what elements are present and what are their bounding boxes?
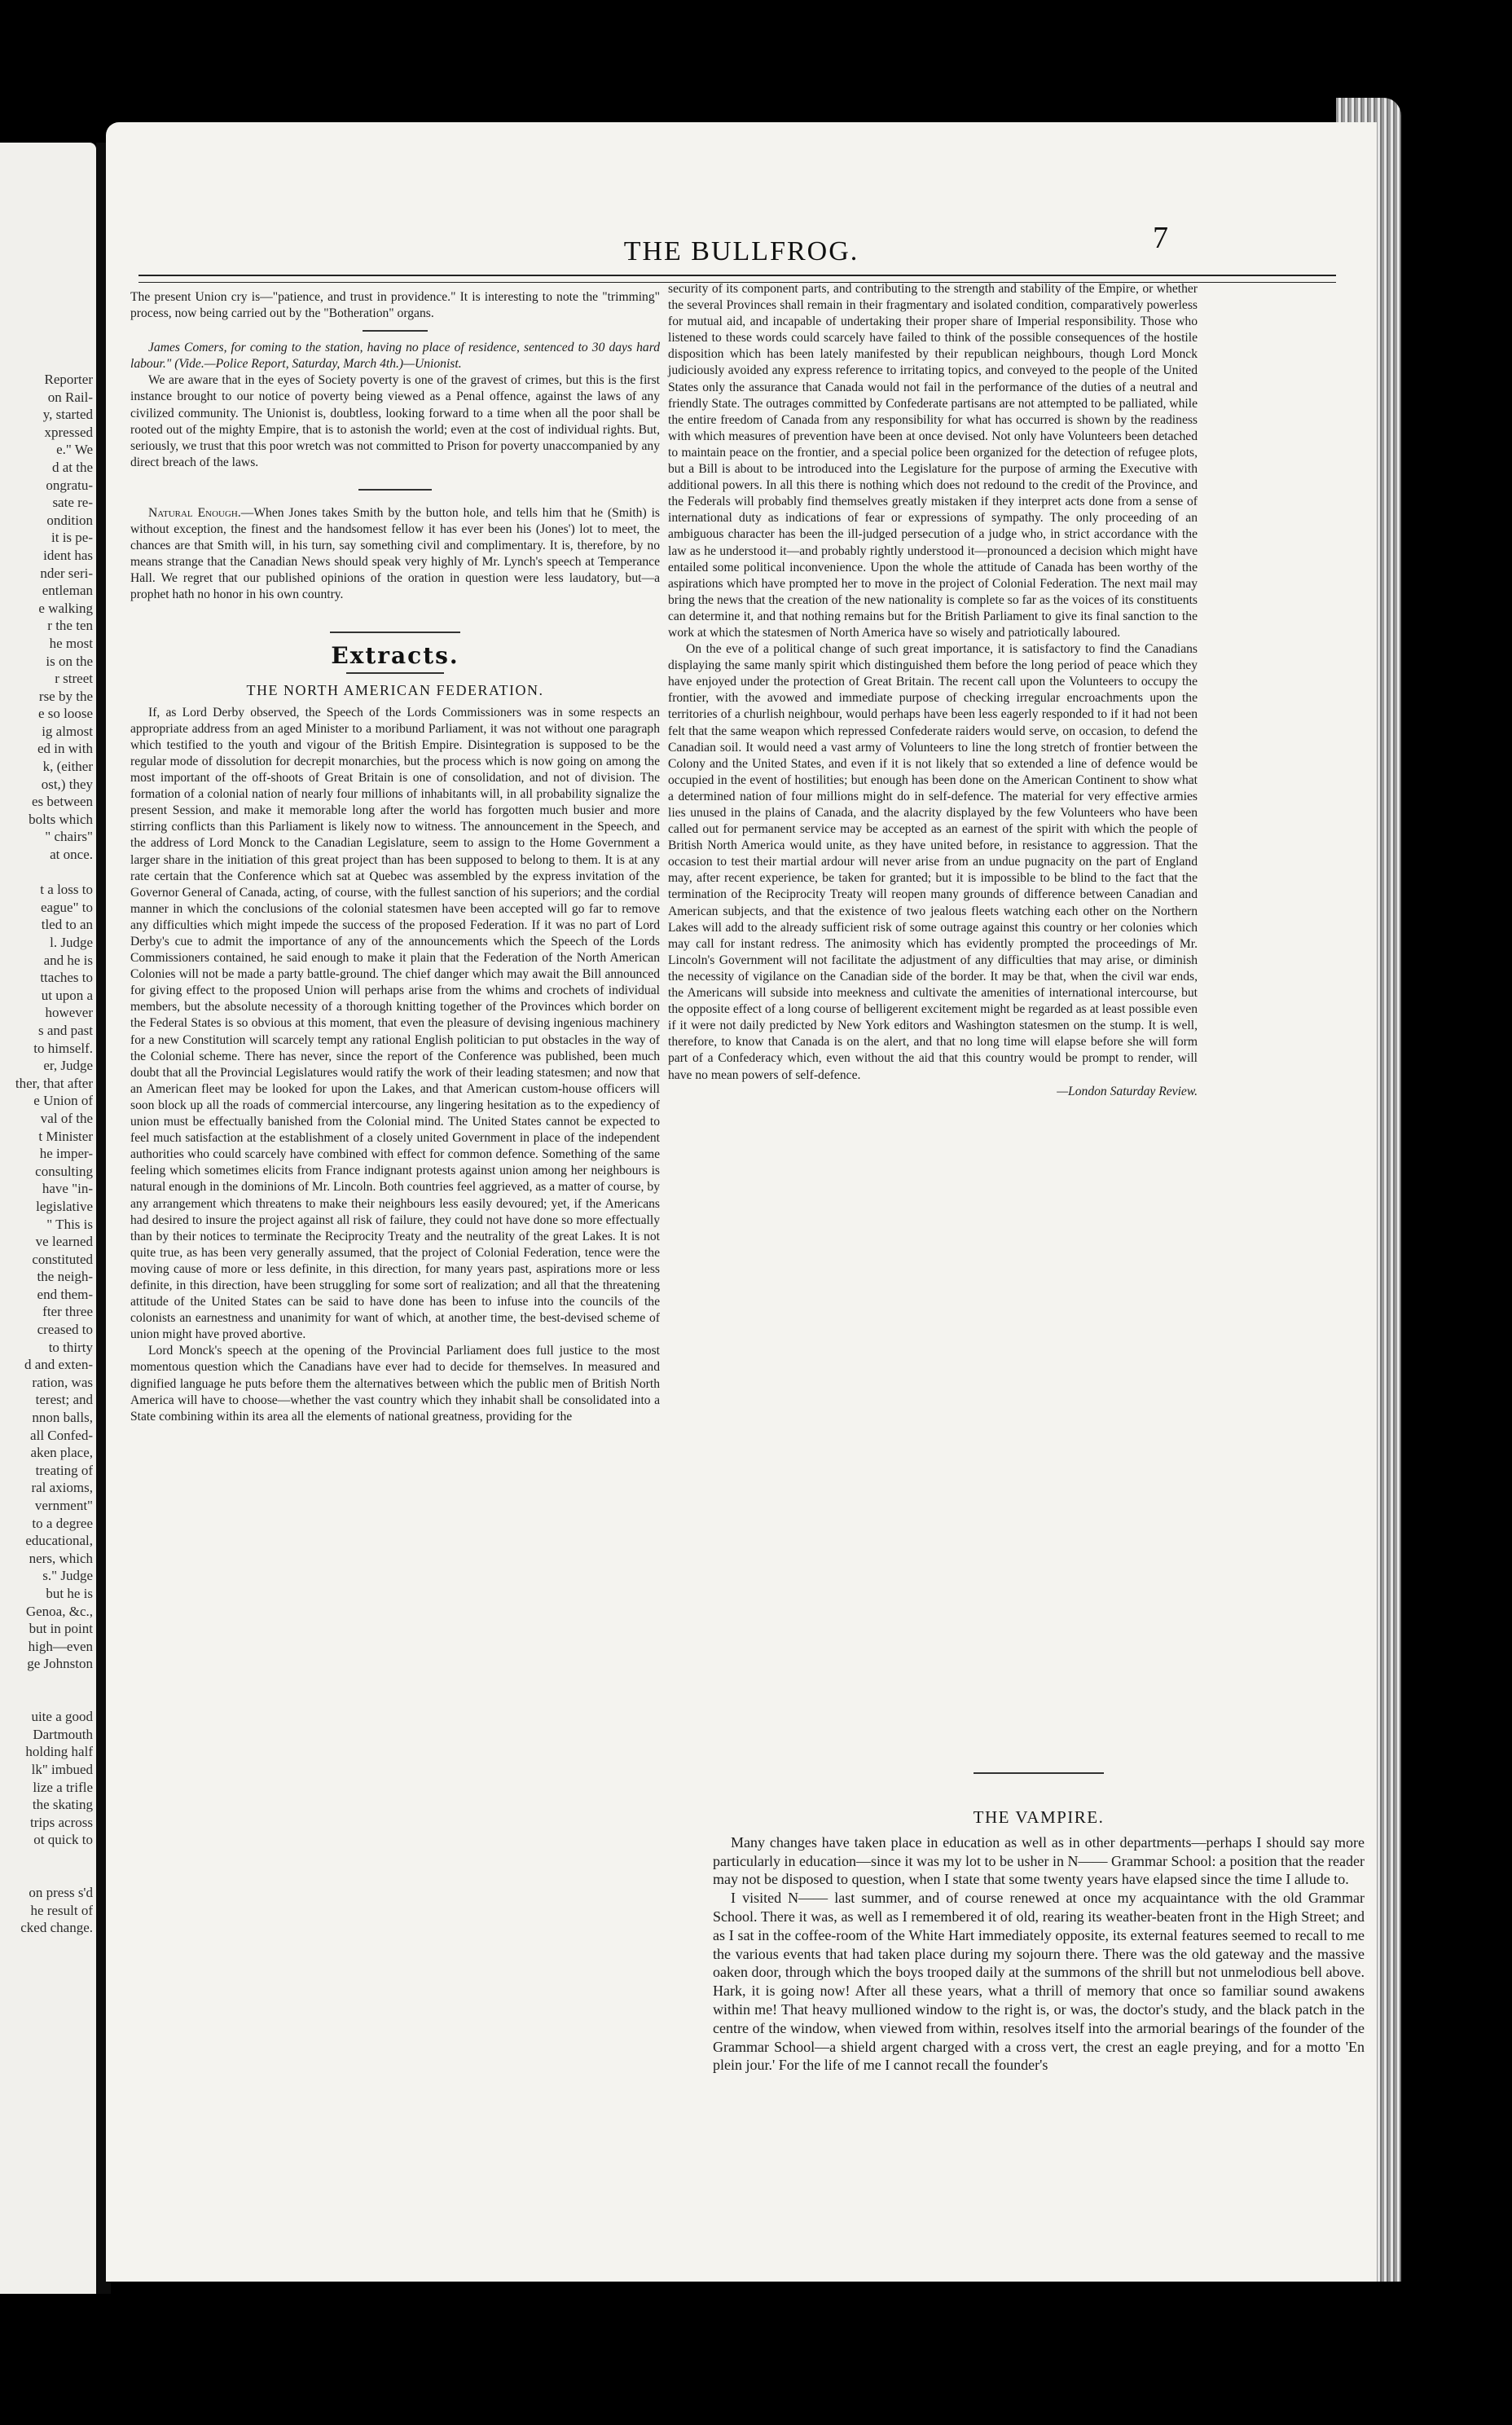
facing-page-line: cked change.: [20, 1920, 93, 1936]
facing-page-line: have "in-: [42, 1181, 93, 1197]
facing-page-line: holding half: [25, 1744, 93, 1760]
facing-page-line: bolts which: [29, 811, 93, 827]
facing-page-line: d at the: [51, 459, 93, 475]
facing-page-line: nder seri-: [40, 565, 93, 581]
natural-enough-label: Natural Enough.: [148, 505, 241, 520]
facing-page-line: ther, that after: [15, 1075, 93, 1091]
facing-page-line: terest; and: [35, 1392, 93, 1408]
facing-page-line: val of the: [40, 1110, 93, 1126]
facing-page-line: legislative: [36, 1198, 93, 1214]
facing-page-line: [2, 1849, 93, 1867]
facing-page-line: eague" to: [40, 899, 93, 915]
facing-page-line: sate re-: [52, 495, 93, 511]
federation-continued-paragraph: security of its component parts, and contributing to the strength and stability of the Empire, or whether the several Provinces shall remain in their fragmentary and isolated condition, comparatively powerless for mutual aid, and incapable of undertaking their proper share of Imperial responsibility. Those who listened to these words could scarcely have failed to think of the possible consequences of the hostile disposition which has been lately manifested by their republican neighbours, though Lord Monck judiciously avoided any express reference to irritating topics, and conveyed to the people of the United States only the assurance that Canada would not fail in the performance of the duties of a neutral and friendly State. The outrages committed by Confederate partisans are not attempted to be palliated, while the entire freedom of Canada from any responsibility for what has occurred is shown by the readiness with which measures of prevention have been at once devised. Not only have Volunteers been detached to maintain peace on the frontier, and a special police been organized for the detection of refugee plots, but a Bill is about to be introduced into the Legislature for the purpose of arming the Executive with additional powers. In all this there is nothing which does not redound to the credit of the Province, and the Federals will probably find themselves greatly mistaken if they interpret acts done from a sense of international duty as indications of fear or expressions of sympathy. The only proceeding of an ambiguous character has been the ill-judged persecution of a judge who, in strict accordance with the law as he understood it—and probably rightly understood it—pronounced a decision which might have entailed some political inconvenience. Upon the whole the attitude of Canada has been worthy of the aspirations which have prompted her to move in the project of Colonial Federation. The next mail may bring the news that the creation of the new nationality is complete so far as the voices of its constituents can determine it, and that nothing remains but for the British Parliament to give its final sanction to the work at which the statesmen of North America have so wisely and patriotically laboured.: [668, 282, 1198, 640]
facing-page-line: fter three: [42, 1304, 93, 1320]
separator: [363, 330, 428, 332]
facing-page-line: lize a trifle: [33, 1779, 93, 1795]
facing-page-line: uite a good: [31, 1709, 93, 1725]
facing-page-line: creased to: [37, 1322, 93, 1338]
facing-page-line: on Rail-: [47, 389, 93, 405]
facing-page-line: the neigh-: [37, 1269, 93, 1285]
facing-page-line: he most: [49, 635, 93, 651]
facing-page-line: ondition: [46, 512, 93, 528]
facing-page-line: educational,: [25, 1533, 93, 1549]
federation-paragraph-1: If, as Lord Derby observed, the Speech of the Lords Commissioners was in some respects an appropriate address from an aged Minister to a moribund Parliament, it was not without one paragraph which testified to the youth and vigour of the British Empire. Disintegration is supposed to be the regular mode of dissolution for decrepit monarchies, but the process which is now going on among the most important of the off-shoots of Great Britain is one of consolidation, and not of division. The formation of a colonial nation of nearly four millions of inhabitants will, in all probability signalize the present Session, and make it memorable long after the world has forgotten much busier and more stirring conflicts than this Parliament is likely now to witness. The announcement in the Speech, and the address of Lord Monck to the Canadian Legislature, seem to assign to the Home Government a larger share in the initiation of this great project than has been supposed to belong to them. It is at any rate certain that the Conference which sat at Quebec was assembled by the express invitation of the Governor General of Canada, acting, of course, with the fullest sanction of his superiors; and the cordial manner in which the conclusions of the colonial statesmen have been accepted will go far to remove any difficulties which might impede the success of the proposed Federation. If it was no part of Lord Derby's cue to admit the importance of any of the announcements which the Speech of the Lords Commissioners contained, he said enough to make it plain that the Federation of the North American Colonies will not be made a party battle-ground. The chief danger which may await the Bill announced for giving effect to the proposed Union will perhaps arise from the whims and crochets of individual members, but the absolute necessity of a thorough knitting together of the Provinces which border on the Federal States is so obvious at this moment, that even the pleasure of devising ingenious machinery for a new Constitution will scarcely tempt any rational English politician to put obstacles in the way of the Colonial scheme. There has never, since the report of the Conference was published, been much doubt that all the Provincial Legislatures would ratify the work of their leading statesmen; and now that an American fleet may be looked for upon the Lakes, and that American custom-house officers will soon block up all the roads of commercial intercourse, any lingering hesitation as to the expediency of union must be effectually banished from the Colonial mind. The United States cannot be expected to feel much satisfaction at the establishment of a closely united Government in place of the independent authorities who could scarcely have combined with effect for common defence. Something of the same feeling which sometimes elicits from France indignant protests against union among her neighbours is natural enough in the dominions of Mr. Lincoln. Both countries feel aggrieved, as a matter of course, by any arrangement which threatens to make their neighbours less easily devoured; yet, if the Americans had desired to insure the project against all risk of failure, they could not have done so more effectually than by their notices to terminate the Reciprocity Treaty and the neutrality of the great Lakes. It is not quite true, as has been very generally assumed, that the project of Colonial Federation, tence were the moving cause of more or less definite, in this direction, for many years past, aspirations more or less definite, in this direction, have been struggling for some sort of realization; and all that the threatening attitude of the United States can be said to have done has been to infuse into the councils of the colonists an earnestness and unanimity for want of which, at another time, the best-devised scheme of union might have proved abortive.: [130, 705, 660, 1342]
facing-page-line: y, started: [42, 407, 93, 423]
facing-page-line: d and exten-: [24, 1357, 93, 1373]
separator: [974, 1772, 1104, 1774]
facing-page-line: but in point: [29, 1621, 93, 1637]
facing-page-line: he result of: [30, 1902, 93, 1918]
facing-page-line: Genoa, &c.,: [25, 1603, 93, 1619]
facing-page-line: on press s'd: [29, 1885, 93, 1901]
facing-page-line: k, (either: [42, 759, 93, 775]
column-left: [130, 289, 660, 1425]
column-right: [668, 281, 1198, 1100]
facing-page-line: [2, 1673, 93, 1691]
facing-page-line: ve learned: [35, 1234, 93, 1250]
vampire-paragraph-1: Many changes have taken place in education as well as in other departments—perhaps I should say more particularly in education—since it was my lot to be usher in N—— Grammar School: a position that the reader may not be disposed to question, when I state that some twenty years have elapsed since the time I allude to.: [713, 1833, 1365, 1888]
facing-page-line: aken place,: [30, 1445, 93, 1461]
facing-page-line: trips across: [30, 1814, 93, 1830]
facing-page-line: at once.: [50, 847, 93, 863]
facing-page-line: [2, 1866, 93, 1884]
facing-page-line: ig almost: [42, 723, 93, 739]
facing-page-line: Dartmouth: [33, 1726, 93, 1742]
facing-page-line: it is pe-: [51, 530, 93, 546]
facing-page-line: ttaches to: [40, 970, 93, 986]
facing-page-line: entleman: [42, 583, 93, 599]
federation-paragraph-2: Lord Monck's speech at the opening of the Provincial Parliament does full justice to the most momentous question which the Canadians have ever had to decide for themselves. In measured and dignified language he puts before them the alternatives between which the public men of British North America will have to choose—whether the vast country which they inhabit shall be consolidated into a State combining within its area all the elements of national greatness, providing for the: [130, 1344, 660, 1424]
federation-title: THE NORTH AMERICAN FEDERATION.: [246, 681, 544, 698]
vampire-title: THE VAMPIRE.: [973, 1807, 1105, 1827]
article-source: —London Saturday Review.: [1057, 1084, 1198, 1098]
facing-page-line: to thirty: [48, 1339, 93, 1355]
facing-page-line: lk" imbued: [31, 1761, 93, 1777]
masthead-title: THE BULLFROG.: [623, 236, 859, 266]
facing-page-line: s and past: [37, 1022, 93, 1038]
facing-page-line: ners, which: [29, 1550, 93, 1566]
facing-page-line: high—even: [28, 1638, 93, 1654]
facing-page-line: however: [45, 1005, 93, 1021]
facing-page-line: ral axioms,: [31, 1480, 93, 1496]
facing-page-line: e Union of: [33, 1093, 93, 1109]
facing-page-line: vernment": [34, 1498, 93, 1513]
facing-page-line: consulting: [35, 1163, 93, 1179]
facing-page-line: but he is: [46, 1585, 93, 1601]
facing-page: [0, 143, 96, 2294]
facing-page-line: t Minister: [38, 1128, 93, 1144]
facing-page-line: and he is: [43, 952, 93, 968]
page-number: 7: [1153, 221, 1168, 255]
intro-paragraph: The present Union cry is—"patience, and trust in providence." It is interesting to note the "trimming" process, now being carried out by the "Botheration" organs.: [130, 290, 660, 321]
facing-page-line: rse by the: [38, 688, 93, 704]
facing-page-line: s." Judge: [42, 1568, 93, 1584]
police-report-quote: James Comers, for coming to the station, having no place of residence, sentenced to 30 days hard labour." (Vide.—Police Report, Saturday, March 4th.)—Unionist.: [130, 341, 660, 372]
separator: [346, 672, 444, 674]
facing-page-line: constituted: [32, 1251, 93, 1267]
facing-page-line: ost,) they: [41, 776, 93, 792]
facing-page-line: ongratu-: [46, 477, 93, 493]
separator: [358, 489, 432, 491]
facing-page-line: ot quick to: [33, 1832, 93, 1848]
facing-page-line: is on the: [46, 653, 93, 669]
facing-page-line: the skating: [32, 1797, 93, 1813]
facing-page-line: " chairs": [45, 829, 93, 845]
facing-page-line: es between: [31, 794, 93, 810]
facing-page-line: e." We: [56, 442, 93, 458]
facing-page-line: he imper-: [39, 1146, 93, 1162]
facing-page-text: [2, 371, 93, 1937]
facing-page-line: tled to an: [41, 917, 93, 933]
facing-page-line: r the ten: [47, 618, 93, 634]
federation-closing-paragraph: On the eve of a political change of such great importance, it is satisfactory to find the Canadians displaying the same manly spirit which distinguished them before the long period of peace which they have enjoyed under the protection of Great Britain. The recent call upon the Volunteers to occupy the frontier, with the avowed and immediate purpose of checking irregular encroachments upon the territories of a churlish neighbour, would perhaps have been less eagerly responded to if it had not been felt that the same weapon which repressed Confederate raiders would serve, on occasion, to defend the Canadian soil. It would need a vast army of Volunteers to line the long stretch of frontier between the Colony and the United States, and even if it is not likely that so extended a line of defence would be occupied in the event of hostilities; but enough has been done on the American Continent to show what a determined nation of four millions might do in self-defence. The material for very effective armies lies unused in the plains of Canada, and the alacrity displayed by the few Volunteers who have been called out for permanent service may be accepted as an earnest of the spirit with which the people of British North America would unite, as they have united before, in resistance to aggression. That the occasion to test their martial ardour will never arise from an undue pugnacity on the part of England may, after recent experience, be taken for granted; but it is impossible to be blind to the fact that the termination of the Reciprocity Treaty will reopen many grounds of difference between Canadian and American subjects, and that the existence of two jealous fleets watching each other on the Northern Lakes will add to the already sufficient risk of some outrage against this country or her colonies which may call for instant redress. The animosity which has evidently prompted the proceedings of Mr. Lincoln's Government will not facilitate the adjustment of any difficulties that may arise, or diminish the necessity of vigilance on the Canadian side of the border. It may be that, when the civil war ends, the Americans will subside into meekness and cultivate the amenities of international intercourse, but the opposite effect of a long course of belligerent excitement might be regarded as at least possible even if it were not daily predicted by New York editors and Washington statesmen on the stump. It is well, therefore, to know that Canada is on the alert, and that no long time will elapse before she will form part of a Confederacy which, even without the aid that this country would be prompt to render, will have no mean powers of self-defence.: [668, 642, 1198, 1082]
facing-page-line: [2, 1691, 93, 1709]
natural-enough-paragraph: [130, 505, 660, 604]
facing-page-line: r street: [55, 671, 93, 687]
facing-page-line: ident has: [43, 547, 93, 563]
facing-page-line: Reporter: [44, 372, 93, 387]
facing-page-line: t a loss to: [40, 882, 93, 898]
extracts-heading: Extracts.: [331, 641, 459, 669]
facing-page-line: er, Judge: [43, 1058, 93, 1074]
column-vampire: [713, 1772, 1365, 2075]
vampire-paragraph-2: I visited N—— last summer, and of course renewed at once my acquaintance with the old Grammar School. There it was, as well as I remembered it of old, rearing its weather-beaten front in the High Street; and as I sat in the coffee-room of the White Hart immediately opposite, its external features seemed to recall to me the various events that had taken place during my sojourn there. There was the old gateway and the massive oaken door, through which the boys trooped daily at the summons of the shrill but not unmelodious bell above. Hark, it is going now! After all these years, what a thrill of memory that once so familiar sound awakens within me! That heavy mullioned window to the right is, or was, the doctor's study, and the black patch in the centre of the window, when viewed from within, resolves itself into the armorial bearings of the founder of the Grammar School—a shield argent charged with a cross vert, the crest an eagle preying, and for a motto 'En plein jour.' For the life of me I cannot recall the founder's: [713, 1890, 1365, 2074]
newspaper-page: [106, 122, 1377, 2282]
facing-page-line: treating of: [35, 1462, 93, 1478]
facing-page-line: ration, was: [32, 1374, 93, 1390]
separator: [330, 632, 460, 633]
facing-page-line: ut upon a: [41, 987, 93, 1003]
facing-page-line: l. Judge: [50, 935, 93, 950]
facing-page-line: e walking: [38, 600, 93, 616]
facing-page-line: xpressed: [44, 424, 93, 440]
facing-page-line: [2, 864, 93, 882]
facing-page-line: e so loose: [37, 706, 93, 722]
facing-page-line: to a degree: [32, 1515, 93, 1531]
facing-page-line: all Confed-: [30, 1427, 93, 1443]
facing-page-line: nnon balls,: [32, 1410, 93, 1426]
facing-page-line: " This is: [46, 1216, 93, 1232]
poverty-paragraph: We are aware that in the eyes of Society poverty is one of the gravest of crimes, but this is the first instance brought to our notice of poverty being viewed as a Penal offence, against the laws of any civilized community. The Unionist is, doubtless, looking forward to a time when all the poor shall be rooted out of the mighty Empire, that is to astonish the world; even at the cost of individual rights. But, seriously, we trust that this poor wretch was not committed to Prison for poverty unaccompanied by any direct breach of the laws.: [130, 373, 660, 469]
facing-page-line: end them-: [37, 1286, 93, 1302]
facing-page-line: ed in with: [37, 741, 93, 757]
facing-page-line: to himself.: [33, 1040, 93, 1056]
natural-enough-body: —When Jones takes Smith by the button hole, and tells him that he (Smith) is without exception, the finest and the handsomest fellow it has ever been his (Jones') lot to meet, the chances are that Smith will, in his turn, say something civil and complimentary. It is, therefore, by no means strange that the Canadian News should speak very highly of Mr. Lynch's speech at Temperance Hall. We regret that our published opinions of the oration in question were less laudatory, but—a prophet hath no honor in his own country.: [130, 505, 660, 602]
facing-page-line: ge Johnston: [27, 1656, 93, 1672]
